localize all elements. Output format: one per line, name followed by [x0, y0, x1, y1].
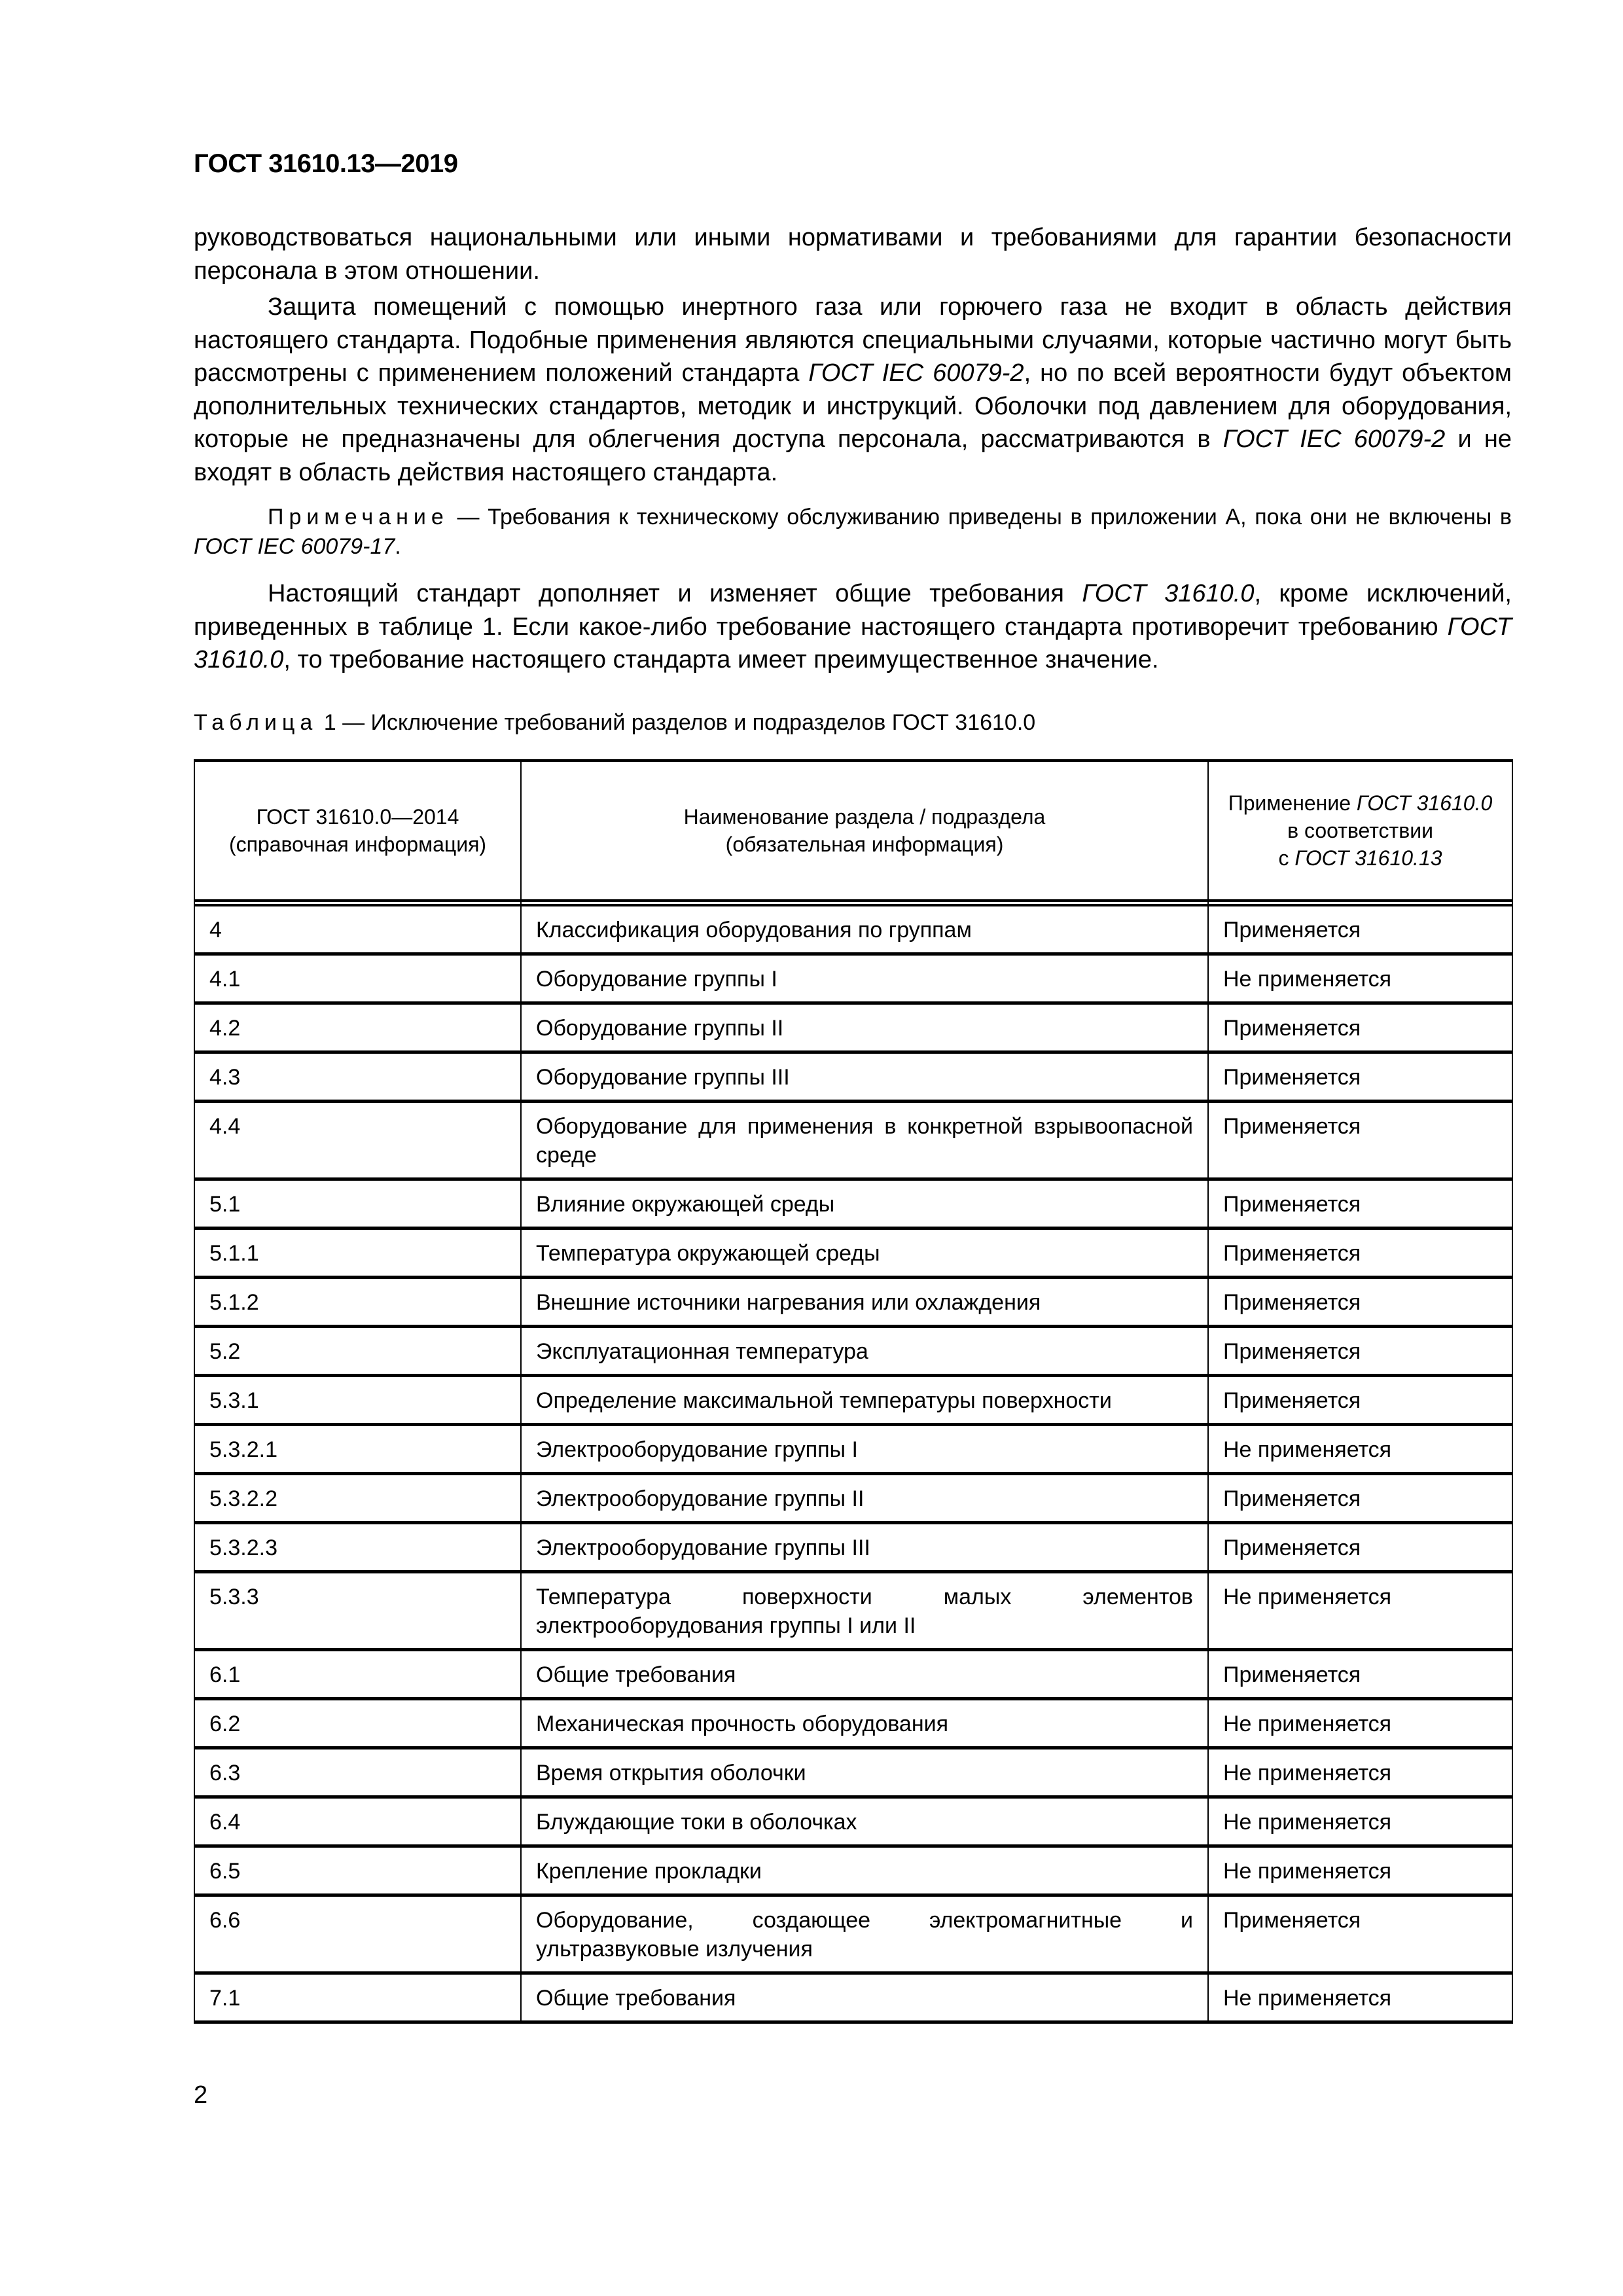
table-row — [194, 1052, 1512, 1102]
section-name-cell: Крепление прокладки — [521, 1846, 1208, 1895]
standard-reference: ГОСТ 31610.13 — [1294, 846, 1442, 870]
applicability-cell: Не применяется — [1208, 1748, 1512, 1797]
section-name-cell: Электрооборудование группы I — [521, 1425, 1208, 1474]
applicability-cell: Применяется — [1208, 1003, 1512, 1052]
section-number-cell: 5.3.2.3 — [194, 1523, 521, 1572]
header-applicability — [1208, 761, 1512, 901]
section-number-cell: 4.1 — [194, 954, 521, 1003]
section-name-cell: Механическая прочность оборудования — [521, 1699, 1208, 1748]
section-number-cell: 6.4 — [194, 1797, 521, 1846]
section-number-cell: 5.1.1 — [194, 1229, 521, 1278]
applicability-cell: Применяется — [1208, 1102, 1512, 1179]
standard-reference: ГОСТ IEC 60079-17 — [194, 534, 395, 559]
section-name-cell: Блуждающие токи в оболочках — [521, 1797, 1208, 1846]
section-number-cell: 7.1 — [194, 1973, 521, 2022]
table-row — [194, 1278, 1512, 1327]
header-gost-section — [194, 761, 521, 901]
section-number-cell: 6.3 — [194, 1748, 521, 1797]
table-row — [194, 1572, 1512, 1650]
applicability-cell: Не применяется — [1208, 1572, 1512, 1650]
header-line: (обязательная информация) — [725, 833, 1004, 856]
section-number-cell: 6.1 — [194, 1650, 521, 1699]
table-row — [194, 1650, 1512, 1699]
header-line: (справочная информация) — [228, 833, 487, 856]
section-number-cell: 5.1.2 — [194, 1278, 521, 1327]
section-name-cell: Определение максимальной температуры поверхности — [521, 1376, 1208, 1425]
table-header-row — [194, 761, 1512, 901]
section-name-cell: Температура поверхности малых элементов электрооборудования группы I или II — [521, 1572, 1208, 1650]
applicability-cell: Применяется — [1208, 1376, 1512, 1425]
header-separator — [194, 901, 1512, 905]
paragraph-text: , но по всей вероятности будут объектом дополнительных технических стандартов, методик и инструкций. Оболочки под давлением для оборудования, которые не предназначены для облегчения доступа персонала, рассматриваются в — [194, 359, 1512, 453]
section-number-cell: 4 — [194, 905, 521, 954]
document-id-header: ГОСТ 31610.13—2019 — [194, 149, 458, 178]
table-row — [194, 1797, 1512, 1846]
section-name-cell: Оборудование группы I — [521, 954, 1208, 1003]
section-number-cell: 4.3 — [194, 1052, 521, 1102]
standard-reference: ГОСТ 31610.0 — [1356, 791, 1493, 815]
standard-reference: ГОСТ 31610.0 — [1082, 580, 1255, 607]
standard-reference: ГОСТ IEC 60079-2 — [1222, 425, 1446, 453]
table-body — [194, 905, 1512, 2022]
header-line: в соответствии — [1287, 819, 1433, 842]
paragraph-text: Защита помещений с помощью инертного газа или горючего газа не входит в область действия настоящего стандарта. Подобные применения являются специальными случаями, которые частично могут быть рассмотрены с применением положений стандарта — [194, 293, 1512, 387]
applicability-cell: Применяется — [1208, 1229, 1512, 1278]
section-name-cell: Общие требования — [521, 1973, 1208, 2022]
section-number-cell: 6.5 — [194, 1846, 521, 1895]
section-name-cell: Общие требования — [521, 1650, 1208, 1699]
note-text: — Требования к техническому обслуживанию приведены в приложении А, пока они не включены в — [448, 505, 1512, 529]
applicability-cell: Применяется — [1208, 1523, 1512, 1572]
applicability-cell: Применяется — [1208, 1052, 1512, 1102]
section-name-cell: Оборудование для применения в конкретной взрывоопасной среде — [521, 1102, 1208, 1179]
applicability-cell: Не применяется — [1208, 1425, 1512, 1474]
section-name-cell: Внешние источники нагревания или охлаждения — [521, 1278, 1208, 1327]
note-maintenance — [194, 503, 1512, 562]
section-number-cell: 5.2 — [194, 1327, 521, 1376]
note-text: . — [395, 534, 401, 559]
table-row — [194, 954, 1512, 1003]
section-name-cell: Оборудование группы II — [521, 1003, 1208, 1052]
paragraph-text: , кроме исключений, приведенных в таблице 1. Если какое-либо требование настоящего стандарта противоречит требованию — [194, 580, 1512, 641]
section-name-cell: Оборудование, создающее электромагнитные и ультразвуковые излучения — [521, 1895, 1208, 1973]
table-row — [194, 1895, 1512, 1973]
section-number-cell: 4.4 — [194, 1102, 521, 1179]
paragraph-continuation: руководствоваться национальными или иными нормативами и требованиями для гарантии безопасности персонала в этом отношении. — [194, 224, 1512, 285]
applicability-cell: Применяется — [1208, 1179, 1512, 1229]
table-row — [194, 1846, 1512, 1895]
section-number-cell: 5.3.2.2 — [194, 1474, 521, 1523]
section-number-cell: 5.1 — [194, 1179, 521, 1229]
applicability-cell: Применяется — [1208, 1650, 1512, 1699]
applicability-cell: Применяется — [1208, 1327, 1512, 1376]
section-name-cell: Электрооборудование группы II — [521, 1474, 1208, 1523]
table-row — [194, 1699, 1512, 1748]
section-name-cell: Время открытия оболочки — [521, 1748, 1208, 1797]
table-row — [194, 1425, 1512, 1474]
page-number: 2 — [194, 2081, 208, 2109]
applicability-cell: Применяется — [1208, 1278, 1512, 1327]
applicability-cell: Не применяется — [1208, 1846, 1512, 1895]
section-name-cell: Оборудование группы III — [521, 1052, 1208, 1102]
applicability-cell: Применяется — [1208, 905, 1512, 954]
paragraph-text: и не входят в область действия настоящего стандарта. — [194, 425, 1512, 486]
paragraph-supplement-scope — [194, 577, 1512, 677]
header-line: Наименование раздела / подраздела — [683, 805, 1046, 829]
section-number-cell: 5.3.1 — [194, 1376, 521, 1425]
table-row — [194, 1973, 1512, 2022]
paragraph-text: , то требование настоящего стандарта имеет преимущественное значение. — [283, 646, 1159, 673]
applicability-cell: Применяется — [1208, 1474, 1512, 1523]
exceptions-table — [194, 759, 1513, 2024]
table-row — [194, 1523, 1512, 1572]
header-section-name — [521, 761, 1208, 901]
applicability-cell: Не применяется — [1208, 1973, 1512, 2022]
section-number-cell: 6.6 — [194, 1895, 521, 1973]
section-number-cell: 4.2 — [194, 1003, 521, 1052]
section-name-cell: Температура окружающей среды — [521, 1229, 1208, 1278]
applicability-cell: Применяется — [1208, 1895, 1512, 1973]
table-row — [194, 1102, 1512, 1179]
applicability-cell: Не применяется — [1208, 1797, 1512, 1846]
table-row — [194, 1376, 1512, 1425]
header-line: Применение — [1228, 791, 1357, 815]
section-name-cell: Электрооборудование группы III — [521, 1523, 1208, 1572]
standard-reference: ГОСТ 31610.0 — [194, 613, 1512, 673]
section-number-cell: 6.2 — [194, 1699, 521, 1748]
table-row — [194, 1327, 1512, 1376]
header-line: с — [1278, 846, 1295, 870]
section-number-cell: 5.3.2.1 — [194, 1425, 521, 1474]
section-number-cell: 5.3.3 — [194, 1572, 521, 1650]
paragraph-text: Настоящий стандарт дополняет и изменяет общие требования — [268, 580, 1082, 607]
table-row — [194, 1474, 1512, 1523]
section-name-cell: Классификация оборудования по группам — [521, 905, 1208, 954]
section-name-cell: Эксплуатационная температура — [521, 1327, 1208, 1376]
table-row — [194, 905, 1512, 954]
table-row — [194, 1003, 1512, 1052]
table-row — [194, 1748, 1512, 1797]
standard-reference: ГОСТ IEC 60079-2 — [808, 359, 1024, 387]
applicability-cell: Не применяется — [1208, 954, 1512, 1003]
note-label: Примечание — [268, 505, 449, 529]
paragraph-inert-gas-scope — [194, 291, 1512, 489]
table-caption-text: 1 — Исключение требований разделов и подразделов ГОСТ 31610.0 — [317, 710, 1036, 735]
section-name-cell: Влияние окружающей среды — [521, 1179, 1208, 1229]
table-row — [194, 1229, 1512, 1278]
table-row — [194, 1179, 1512, 1229]
table-caption — [194, 710, 1035, 736]
applicability-cell: Не применяется — [1208, 1699, 1512, 1748]
table-caption-label: Таблица — [194, 710, 318, 735]
header-line: ГОСТ 31610.0—2014 — [256, 805, 459, 829]
